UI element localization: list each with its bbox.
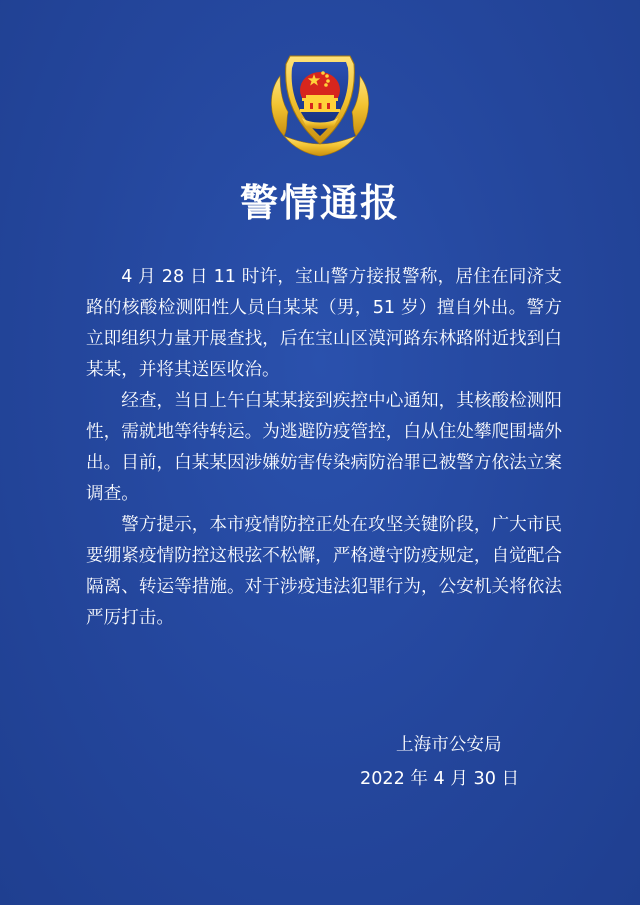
notice-paragraph: 警方提示，本市疫情防控正处在攻坚关键阶段，广大市民要绷紧疫情防控这根弦不松懈，严格遵守防疫规定，自觉配合隔离、转运等措施。对于涉疫违法犯罪行为，公安机关将依法严厉打击。: [86, 515, 562, 628]
issue-date: 2022 年 4 月 30 日: [360, 769, 520, 789]
notice-title: 警情通报: [239, 181, 400, 225]
police-emblem-icon: [258, 40, 382, 164]
issuer-name: 上海市公安局: [396, 735, 502, 755]
notice-paragraph: 经查，当日上午白某某接到疾控中心通知，其核酸检测阳性，需就地等待转运。为逃避防疫管控，白从住处攀爬围墙外出。目前，白某某因涉嫌妨害传染病防治罪已被警方依法立案调查。: [86, 391, 562, 504]
notice-paragraph: 4 月 28 日 11 时许，宝山警方接报警称，居住在同济支路的核酸检测阳性人员白某某（男，51 岁）擅自外出。警方立即组织力量开展查找，后在宝山区漠河路东林路附近找到白某某，并将其送医收治。: [86, 267, 562, 380]
notice-body: [86, 262, 562, 634]
